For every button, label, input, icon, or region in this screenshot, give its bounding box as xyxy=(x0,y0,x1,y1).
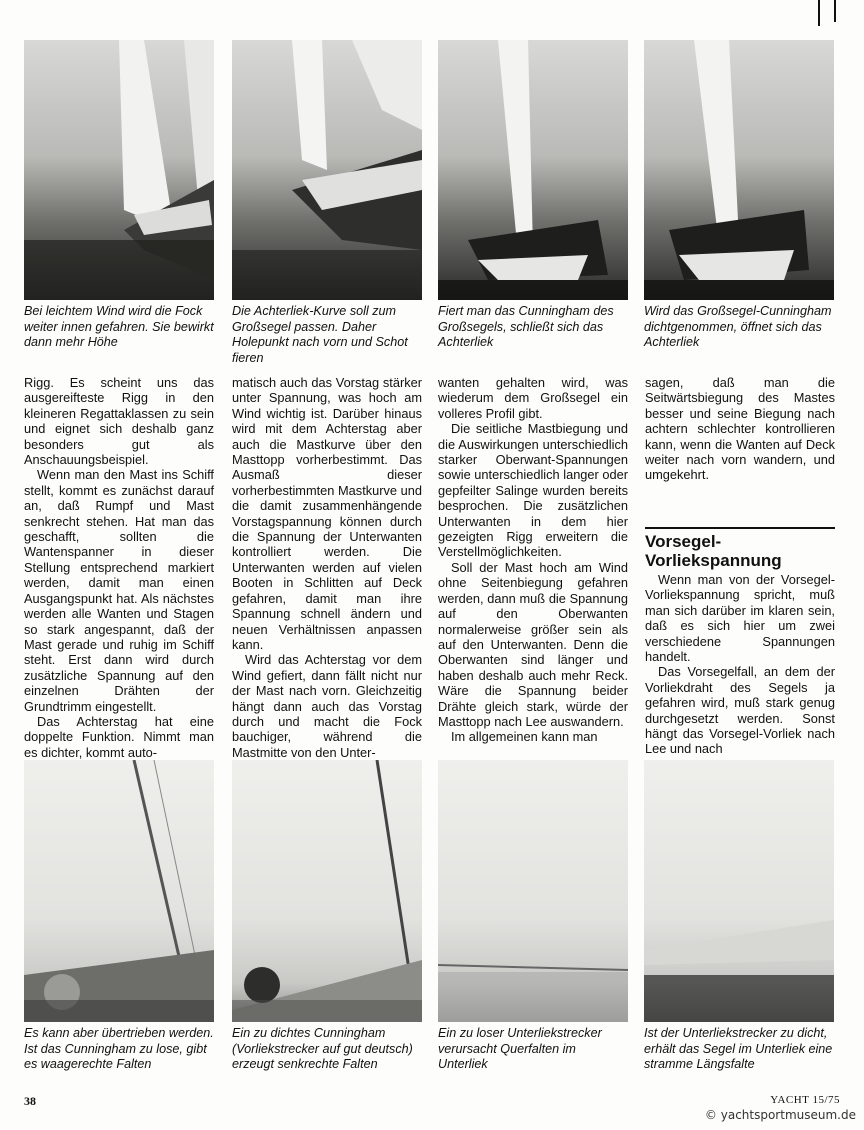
paragraph: Wenn man von der Vorsegel-Vorliekspannung spricht, muß man sich darüber im klaren sein, daß es sich hier um zwei verschiedene Spannungen handelt. xyxy=(645,572,835,665)
sailboat-photo-icon xyxy=(438,40,628,300)
paragraph: Das Vorsegelfall, an dem der Vorliekdraht des Segels ja gefahren wird, muß stark genug durchgesetzt werden. Sonst hängt das Vorsegel-Vorliek nach Lee und nach xyxy=(645,664,835,757)
paragraph: Die seitliche Mastbiegung und die Auswirkungen unterschiedlich starker Oberwant-Spannungen sowie unterschiedlich langer oder gepfeilter Salinge wurden bereits besprochen. Die zusätzlichen Unterwanten in dem hier gezeigten Rigg erweitern die Verstellmöglichkeiten. xyxy=(438,421,628,560)
photo-bottom-4 xyxy=(644,760,834,1022)
paragraph: Im allgemeinen kann man xyxy=(451,729,598,745)
photo-bottom-1 xyxy=(24,760,214,1022)
sailboat-photo-icon xyxy=(232,40,422,300)
caption-top-1: Bei leichtem Wind wird die Fock weiter innen gefahren. Sie bewirkt dann mehr Höhe xyxy=(24,304,214,350)
section-heading: Vorsegel-Vorliekspannung xyxy=(645,527,835,570)
paragraph: Das Achterstag hat eine doppelte Funktion. Nimmt man es dichter, kommt auto- xyxy=(24,713,214,760)
sail-closeup-photo-icon xyxy=(232,760,422,1022)
paragraph: matisch auch das Vorstag stärker unter Spannung, was hoch am Wind wichtig ist. Darüber hinaus wird mit dem Achterstag aber auch die Mastkurve über den Masttopp vorherbestimmt. Das Ausmaß dieser vorherbestimmten Mastkurve und die damit zusammenhängende Vorstagspannung können durch die Spannung der Unterwanten kontrolliert werden. Die Unterwanten werden auf vielen Booten in Schlitten auf Deck gefahren, damit man ihre Spannung schnell ändern und neuen Verhältnissen anpassen kann. xyxy=(232,375,422,652)
paragraph: Soll der Mast hoch am Wind ohne Seitenbiegung gefahren werden, dann muß die Spannung auf den Oberwanten normalerweise größer sein als auf den Unterwanten. Denn die Oberwanten sind länger und haben deshalb auch mehr Reck. Wäre die Spannung beider Drähte gleich stark, würde der Masttopp nach Lee auswandern. xyxy=(438,559,628,729)
page-number: 38 xyxy=(24,1094,36,1108)
paragraph: Wenn man den Mast ins Schiff stellt, kommt es zunächst darauf an, daß Rumpf und Mast senkrecht stehen. Hat man das geschafft, sollten die Wantenspanner in dieser Stellung entsprechend markiert werden, damit man einen Ausgangspunkt hat. Als nächstes werden alle Wanten und Stagen so stark angespannt, daß der Mast gerade und ruhig im Schiff steht. Erst dann wird durch zusätzliche Spannung auf den einzelnen Drähten der Grundtrimm eingestellt. xyxy=(24,467,214,714)
magazine-issue: YACHT 15/75 xyxy=(770,1094,840,1106)
caption-top-3: Fiert man das Cunningham des Großsegels, schließt sich das Achterliek xyxy=(438,304,614,350)
photo-top-4 xyxy=(644,40,834,300)
body-column-1 xyxy=(24,375,214,760)
sailboat-photo-icon xyxy=(644,40,834,300)
caption-bottom-4: Ist der Unterliekstrecker zu dicht, erhält das Segel im Unterliek eine stramme Längsfalte xyxy=(644,1026,833,1072)
body-column-4a xyxy=(645,375,835,483)
scan-edge-line xyxy=(834,0,836,22)
body-column-4b xyxy=(645,572,835,757)
caption-top-2: Die Achterliek-Kurve soll zum Großsegel passen. Daher Holepunkt nach vorn und Schot fieren xyxy=(232,304,408,365)
caption-bottom-2: Ein zu dichtes Cunningham (Vorliekstrecker auf gut deutsch) erzeugt senkrechte Falten xyxy=(232,1026,413,1072)
photo-top-3 xyxy=(438,40,628,300)
paragraph: Wird das Achterstag vor dem Wind gefiert, dann fällt nicht nur der Mast nach vorn. Gleichzeitig hängt dann auch das Vorstag durch und macht die Fock bauchiger, während die Mastmitte von den Unter- xyxy=(232,652,422,760)
photo-top-1 xyxy=(24,40,214,300)
caption-top-4: Wird das Großsegel-Cunningham dichtgenommen, öffnet sich das Achterliek xyxy=(644,304,832,350)
sail-closeup-photo-icon xyxy=(438,760,628,1022)
scan-edge-line xyxy=(818,0,820,26)
photo-bottom-3 xyxy=(438,760,628,1022)
watermark: © yachtsportmuseum.de xyxy=(704,1108,856,1122)
caption-bottom-3: Ein zu loser Unterliekstrecker verursacht Querfalten im Unterliek xyxy=(438,1026,602,1072)
body-column-3 xyxy=(438,375,628,745)
sailboat-photo-icon xyxy=(24,40,214,300)
sail-closeup-photo-icon xyxy=(24,760,214,1022)
caption-bottom-1: Es kann aber übertrieben werden. Ist das Cunningham zu lose, gibt es waagerechte Falten xyxy=(24,1026,214,1072)
paragraph: Rigg. Es scheint uns das ausgereifteste Rigg in den kleineren Regattaklassen zu sein und eignet sich deshalb ganz besonders gut als Anschauungsbeispiel. xyxy=(24,375,214,468)
paragraph: sagen, daß man die Seitwärtsbiegung des Mastes besser und seine Biegung nach achtern schlechter kontrollieren kann, wenn die Wanten auf Deck weiter nach vorn wandern, und umgekehrt. xyxy=(645,375,835,483)
sail-closeup-photo-icon xyxy=(644,760,834,1022)
body-column-2 xyxy=(232,375,422,760)
photo-bottom-2 xyxy=(232,760,422,1022)
paragraph: wanten gehalten wird, was wiederum dem Großsegel ein volleres Profil gibt. xyxy=(438,375,628,421)
photo-top-2 xyxy=(232,40,422,300)
